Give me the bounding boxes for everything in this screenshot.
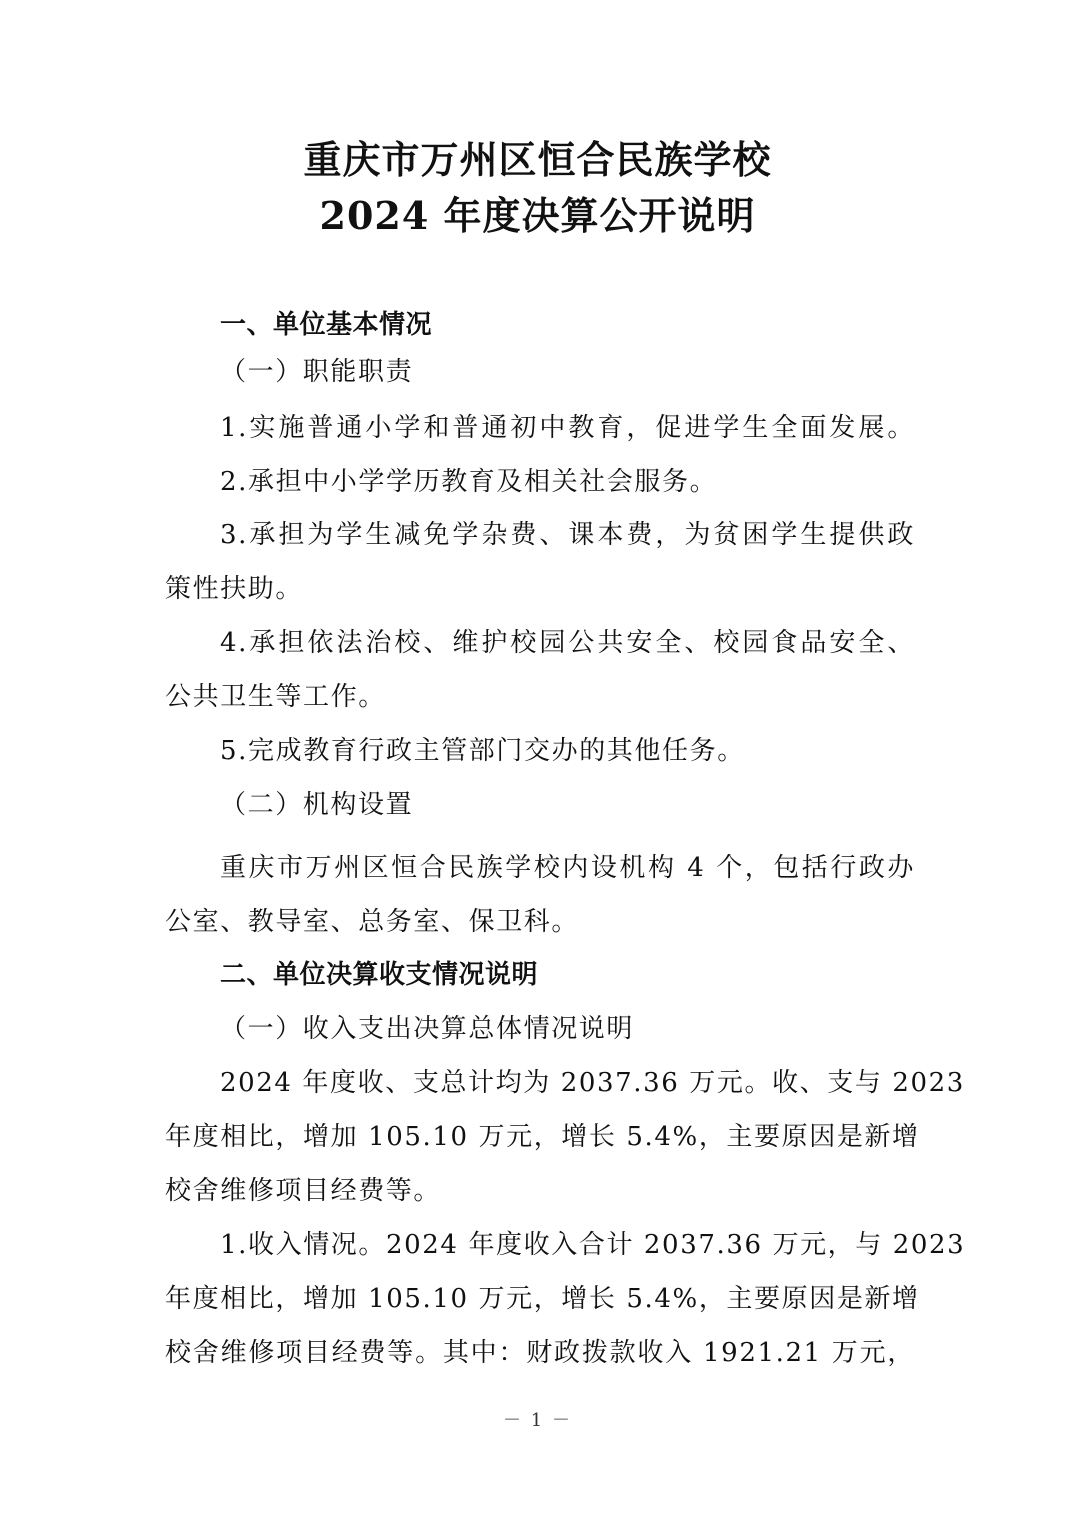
section-heading-budget-explanation: 二、单位决算收支情况说明 [220, 960, 539, 990]
subsection-heading-duties: （一）职能职责 [220, 357, 414, 387]
overall-text-line-1: 2024 年度收、支总计均为 2037.36 万元。收、支与 2023 [220, 1068, 965, 1098]
subsection-heading-overall-income-expenditure: （一）收入支出决算总体情况说明 [220, 1014, 635, 1044]
overall-text-line-2: 年度相比，增加 105.10 万元，增长 5.4%，主要原因是新增 [165, 1122, 920, 1152]
income-text-line-3: 校舍维修项目经费等。其中：财政拨款收入 1921.21 万元， [165, 1338, 915, 1368]
organization-text-line-2: 公室、教导室、总务室、保卫科。 [165, 907, 580, 937]
section-heading-basic-info: 一、单位基本情况 [220, 310, 433, 340]
duty-item-3-line-1: 3.承担为学生减免学杂费、课本费，为贫困学生提供政 [220, 520, 915, 550]
subsection-heading-organization: （二）机构设置 [220, 790, 414, 820]
document-title-line-2: 2024 年度决算公开说明 [319, 193, 756, 238]
income-text-line-1: 1.收入情况。2024 年度收入合计 2037.36 万元，与 2023 [220, 1230, 966, 1260]
duty-item-4-line-1: 4.承担依法治校、维护校园公共安全、校园食品安全、 [220, 628, 915, 658]
organization-text-line-1: 重庆市万州区恒合民族学校内设机构 4 个，包括行政办 [220, 853, 915, 883]
duty-item-3-line-2: 策性扶助。 [165, 574, 304, 604]
document-title-line-1: 重庆市万州区恒合民族学校 [303, 137, 772, 182]
income-text-line-2: 年度相比，增加 105.10 万元，增长 5.4%，主要原因是新增 [165, 1284, 920, 1314]
duty-item-1: 1.实施普通小学和普通初中教育，促进学生全面发展。 [220, 413, 915, 443]
duty-item-5: 5.完成教育行政主管部门交办的其他任务。 [220, 736, 745, 766]
overall-text-line-3: 校舍维修项目经费等。 [165, 1176, 442, 1206]
duty-item-2: 2.承担中小学学历教育及相关社会服务。 [220, 467, 718, 497]
duty-item-4-line-2: 公共卫生等工作。 [165, 682, 386, 712]
page-number: － 1 － [503, 1410, 572, 1431]
